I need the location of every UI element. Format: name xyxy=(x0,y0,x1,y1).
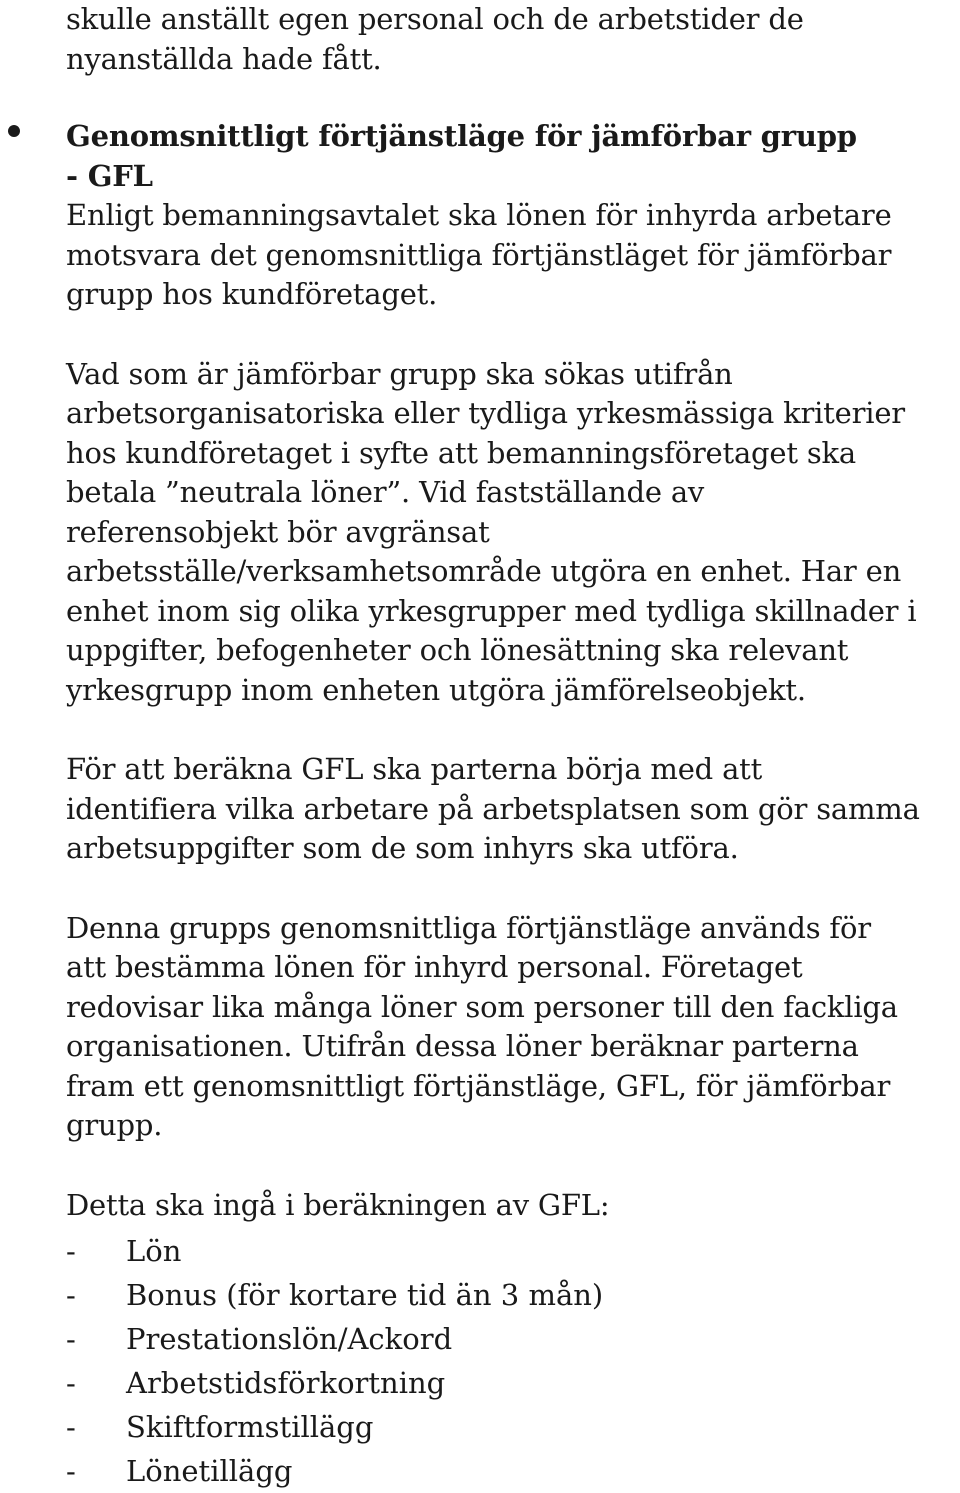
text-line: grupp. xyxy=(66,1108,163,1142)
text-line: arbetsorganisatoriska eller tydliga yrkesmässiga kriterier xyxy=(66,396,905,430)
list-item xyxy=(66,1317,946,1361)
document-page xyxy=(66,0,946,1493)
text-line: att bestämma lönen för inhyrd personal. Företaget xyxy=(66,950,803,984)
text-line: hos kundföretaget i syfte att bemanningsföretaget ska xyxy=(66,435,857,470)
list-dash: - xyxy=(66,1234,76,1268)
list-dash: - xyxy=(66,1410,76,1444)
list-item-label: Skiftformstillägg xyxy=(126,1410,374,1444)
paragraph-1 xyxy=(66,196,946,315)
list-item xyxy=(66,1361,946,1405)
list-item-label: Arbetstidsförkortning xyxy=(126,1366,446,1400)
list-dash: - xyxy=(66,1366,76,1400)
list-item xyxy=(66,1449,946,1493)
text-line: redovisar lika många löner som personer till den fackliga xyxy=(66,989,898,1024)
paragraph-2 xyxy=(66,355,946,711)
paragraph-3 xyxy=(66,750,946,869)
list-item-label: Prestationslön/Ackord xyxy=(126,1322,453,1356)
intro-paragraph xyxy=(66,0,946,79)
list-item xyxy=(66,1273,946,1317)
text-line: uppgifter, befogenheter och lönesättning ska relevant xyxy=(66,633,849,667)
text-line: yrkesgrupp inom enheten utgöra jämförelseobjekt. xyxy=(66,672,806,707)
text-line: Vad som är jämförbar grupp ska sökas utifrån xyxy=(66,356,733,391)
text-line: Enligt bemanningsavtalet ska lönen för inhyrda arbetare xyxy=(66,198,892,232)
list-item-label: Lönetillägg xyxy=(126,1454,293,1488)
list-item-label: Lön xyxy=(126,1234,182,1268)
text-line: nyanställda hade fått. xyxy=(66,41,382,76)
text-line: grupp hos kundföretaget. xyxy=(66,277,438,311)
list-dash: - xyxy=(66,1278,76,1312)
list-dash: - xyxy=(66,1454,76,1488)
list-item xyxy=(66,1405,946,1449)
list-intro: Detta ska ingå i beräkningen av GFL: xyxy=(66,1187,610,1222)
text-line: fram ett genomsnittligt förtjänstläge, GFL, för jämförbar xyxy=(66,1068,891,1103)
text-line: enhet inom sig olika yrkesgrupper med tydliga skillnader i xyxy=(66,593,917,628)
gfl-component-list xyxy=(66,1229,946,1493)
text-line: arbetsuppgifter som de som inhyrs ska utföra. xyxy=(66,831,739,865)
text-line: motsvara det genomsnittliga förtjänstläget för jämförbar xyxy=(66,237,892,272)
text-line: identifiera vilka arbetare på arbetsplatsen som gör samma xyxy=(66,791,920,826)
paragraph-4 xyxy=(66,909,946,1146)
list-item-label: Bonus (för kortare tid än 3 mån) xyxy=(126,1278,604,1312)
text-line: betala ”neutrala löner”. Vid fastställande av xyxy=(66,475,705,509)
text-line: För att beräkna GFL ska parterna börja med att xyxy=(66,752,763,786)
heading-line: - GFL xyxy=(66,158,153,193)
bullet-icon xyxy=(8,125,20,137)
list-item xyxy=(66,1229,946,1273)
text-line: skulle anställt egen personal och de arbetstider de xyxy=(66,2,804,36)
text-line: arbetsställe/verksamhetsområde utgöra en enhet. Har en xyxy=(66,554,902,588)
section-heading xyxy=(66,117,946,196)
text-line: organisationen. Utifrån dessa löner beräknar parterna xyxy=(66,1029,859,1063)
text-line: referensobjekt bör avgränsat xyxy=(66,514,490,549)
heading-line: Genomsnittligt förtjänstläge för jämförbar grupp xyxy=(66,119,857,153)
list-dash: - xyxy=(66,1322,76,1356)
text-line: Denna grupps genomsnittliga förtjänstläge används för xyxy=(66,910,871,945)
